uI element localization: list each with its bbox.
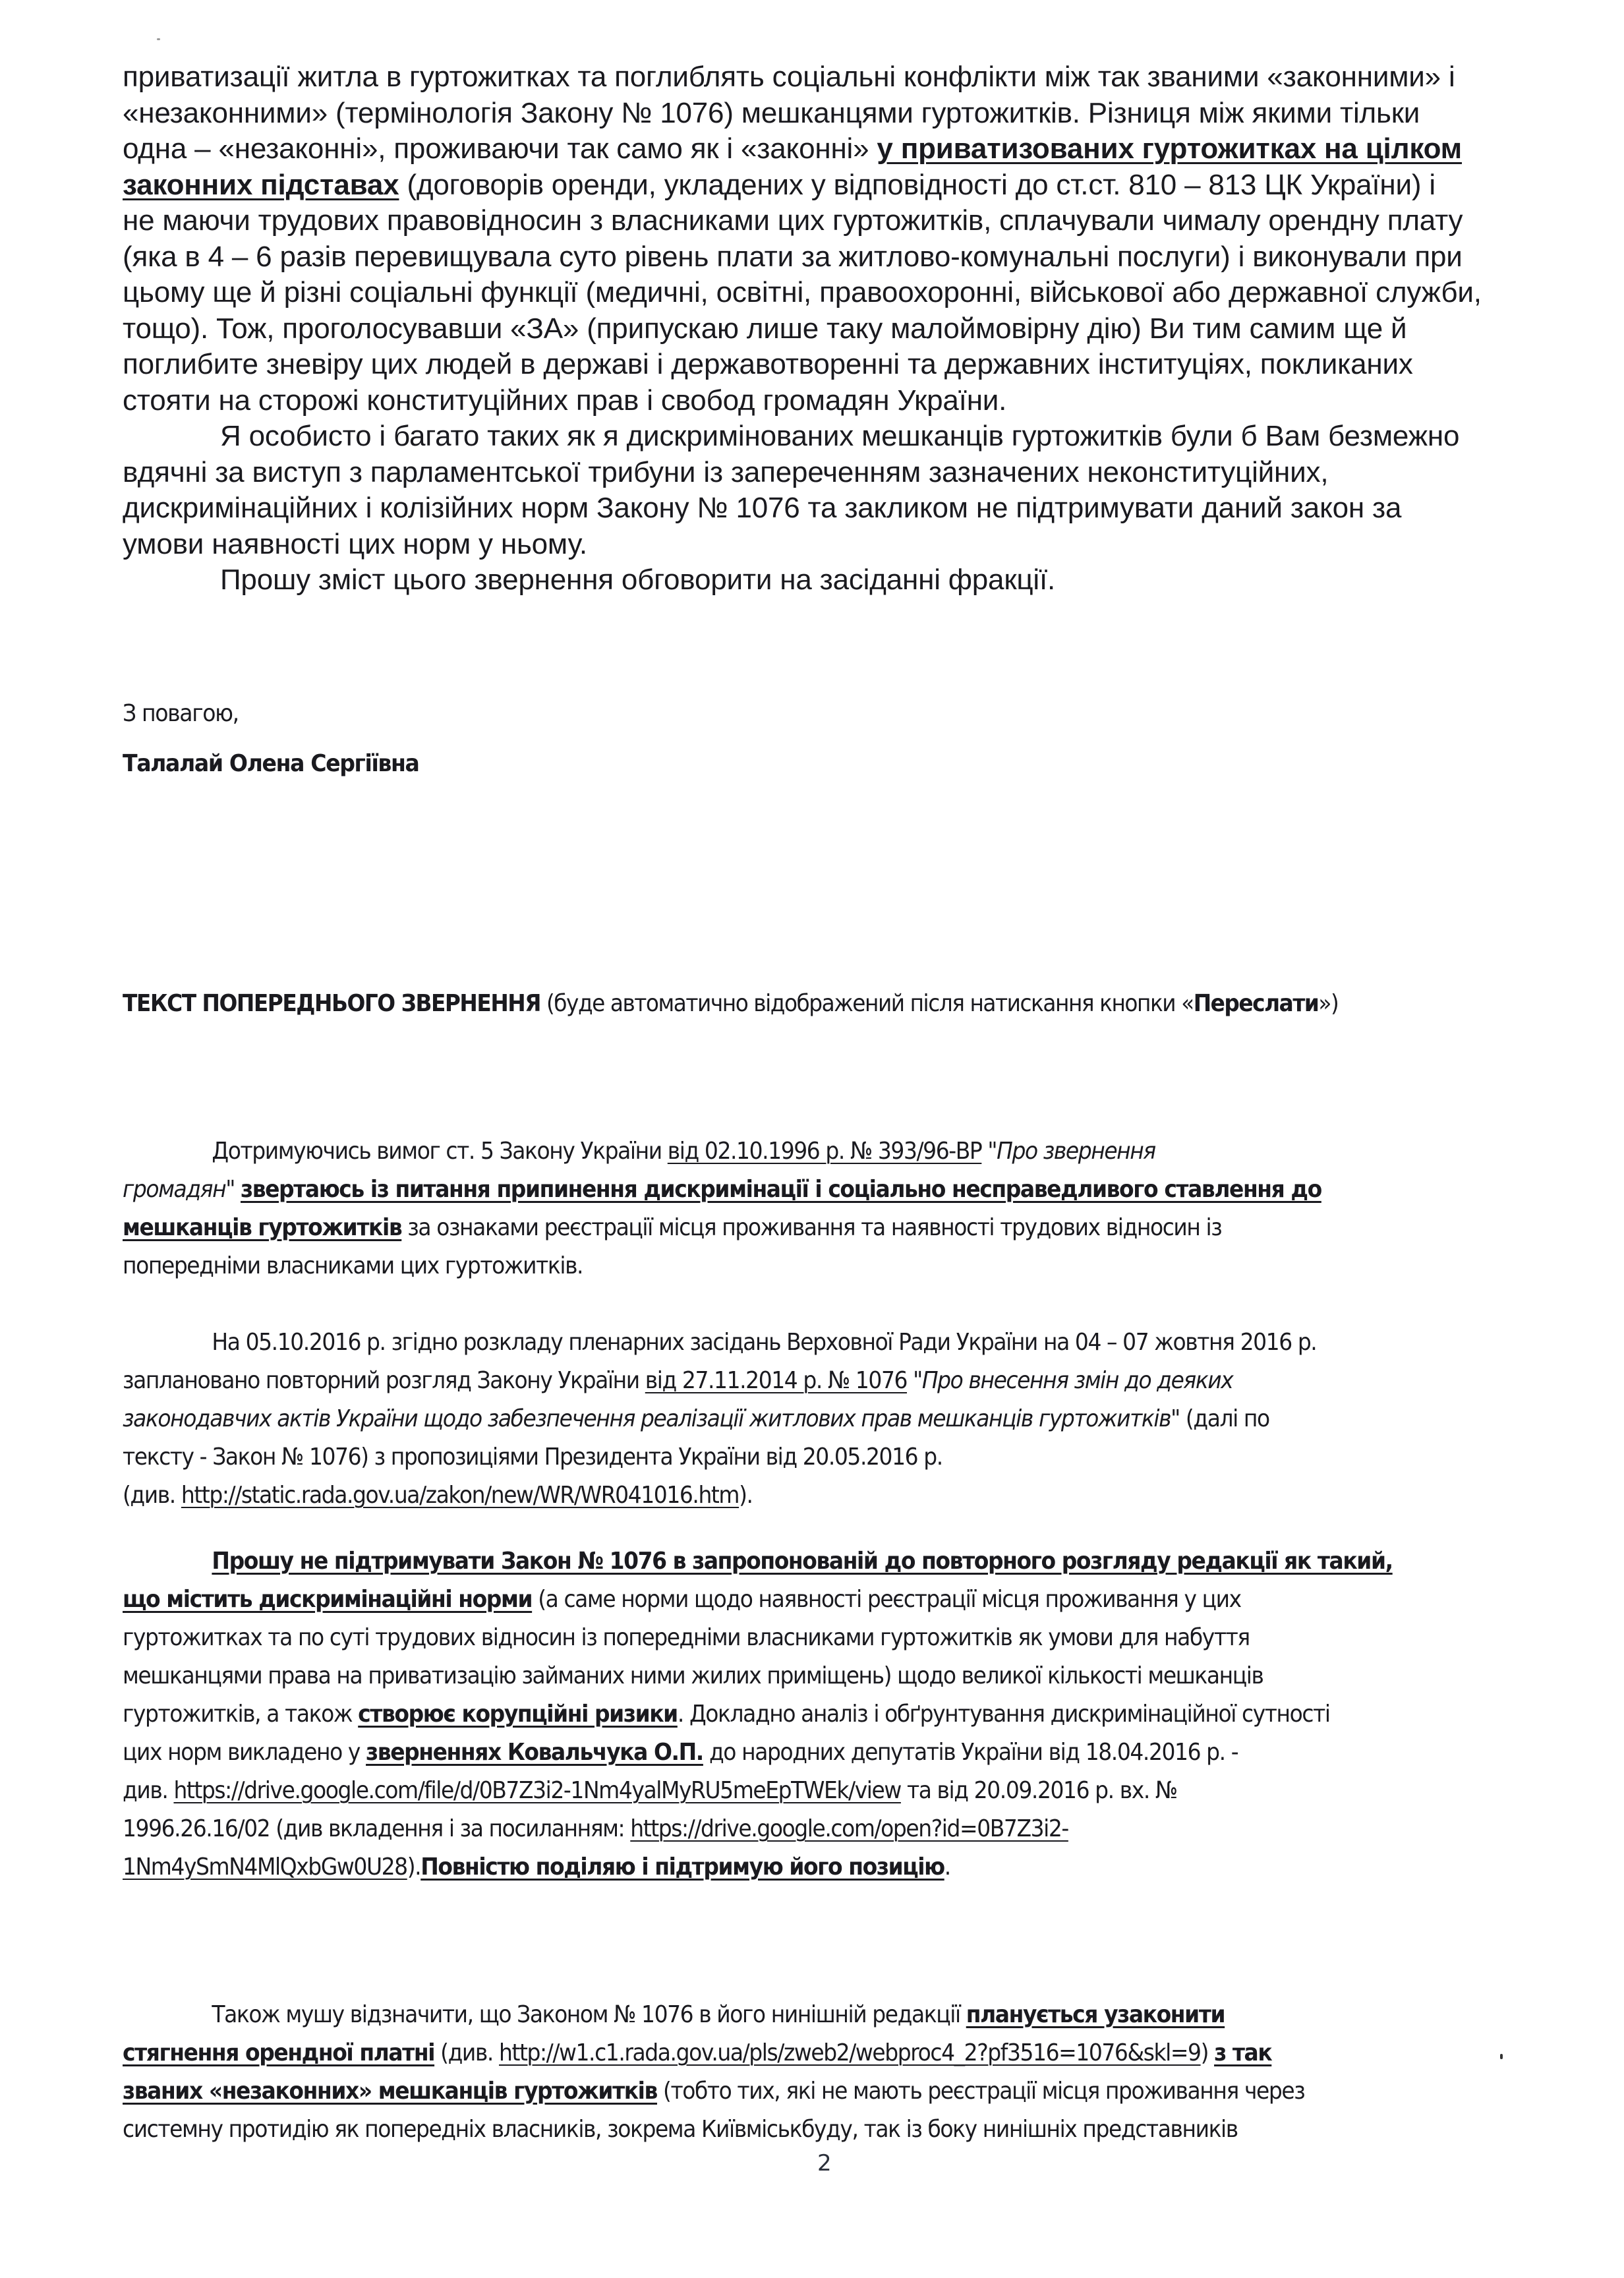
text-line	[123, 1476, 1401, 1515]
text-line	[123, 419, 1513, 455]
appeal-paragraph-3	[123, 1542, 1520, 1886]
text-span: поглибите зневіру цих людей в державі і державотворенні та державних інституціях, покликаних	[123, 348, 1413, 380]
letter-body-continuation	[123, 59, 1513, 599]
text-span: "	[907, 1367, 922, 1394]
text-span: "	[225, 1176, 241, 1203]
text-span: попередніми власниками цих гуртожитків.	[123, 1252, 583, 1279]
text-span: На 05.10.2016 р. згідно розкладу пленарних засідань Верховної Ради України на 04 – 07 жовтня 2016 р.	[212, 1329, 1317, 1356]
appeal-paragraph-4	[123, 1996, 1520, 2149]
reference-link[interactable]: від 27.11.2014 р. № 1076	[645, 1367, 908, 1394]
text-line	[123, 311, 1513, 347]
text-span: (див.	[123, 1482, 181, 1509]
text-span: цих норм викладено у	[123, 1739, 366, 1766]
text-line	[123, 2034, 1401, 2072]
text-span: вдячні за виступ з парламентської трибуни із запереченням зазначених неконституційних,	[123, 455, 1329, 488]
text-line	[123, 1848, 1401, 1886]
text-line	[123, 275, 1513, 311]
text-line	[123, 562, 1513, 599]
text-line	[123, 2072, 1401, 2111]
emphasized-text: з так	[1214, 2039, 1272, 2066]
text-line	[123, 2111, 1401, 2149]
emphasized-text: планується узаконити	[966, 2001, 1225, 2028]
text-span: приватизації житла в гуртожитках та поглиблять соціальні конфлікти між так званими «законними» і	[123, 61, 1455, 93]
emphasized-text: зверненнях Ковальчука О.П.	[366, 1739, 703, 1766]
text-span: за ознаками реєстрації місця проживання та наявності трудових відносин із	[401, 1214, 1222, 1241]
text-line	[123, 1324, 1401, 1362]
text-span: системну протидію як попередніх власників, зокрема Київміськбуду, так із боку нинішніх представників	[123, 2116, 1238, 2143]
text-line	[123, 1695, 1401, 1734]
heading-note-end: »)	[1318, 990, 1339, 1017]
text-span: гуртожитків, а також	[123, 1701, 359, 1728]
text-span: умови наявності цих норм у ньому.	[123, 527, 587, 560]
emphasized-text: звертаюсь із питання припинення дискримінації і соціально несправедливого ставлення до	[240, 1176, 1321, 1203]
text-line	[123, 1810, 1401, 1848]
reference-link[interactable]: http://w1.c1.rada.gov.ua/pls/zweb2/webproc4_2?pf3516=1076&skl=9	[499, 2039, 1201, 2066]
appeal-paragraph-2	[123, 1324, 1520, 1515]
page-number: 2	[817, 2150, 832, 2176]
text-span: (тобто тих, які не мають реєстрації місця проживання через	[656, 2078, 1305, 2105]
text-span: тексту - Закон № 1076) з пропозиціями Президента України від 20.05.2016 р.	[123, 1444, 942, 1471]
reference-link[interactable]: 1Nm4ySmN4MlQxbGw0U28	[123, 1854, 407, 1881]
text-span: )	[1200, 2039, 1215, 2066]
text-line	[123, 1209, 1401, 1247]
text-line	[123, 383, 1513, 419]
reference-link[interactable]: https://drive.google.com/file/d/0B7Z3i2-1Nm4yalMyRU5meEpTWEk/view	[173, 1777, 901, 1804]
emphasized-text: стягнення орендної платні	[123, 2039, 435, 2066]
emphasized-text: званих «незаконних» мешканців гуртожитків	[123, 2078, 657, 2105]
text-span: Про внесення змін до деяких	[921, 1367, 1233, 1394]
text-span: Прошу зміст цього звернення обговорити на засіданні фракції.	[220, 564, 1056, 596]
emphasized-text: Повністю поділяю і підтримую його позицію	[420, 1854, 944, 1881]
text-span: (договорів оренди, укладених у відповідності до ст.ст. 810 – 813 ЦК України) і	[399, 168, 1436, 201]
reference-link[interactable]: http://static.rada.gov.ua/zakon/new/WR/WR041016.htm	[181, 1482, 740, 1509]
text-span: тощо). Тож, проголосувавши «ЗА» (припускаю лише таку малоймовірну дію) Ви тим самим ще й	[123, 312, 1407, 345]
text-line	[123, 1132, 1401, 1171]
text-span: Дотримуючись вимог ст. 5 Закону України	[212, 1138, 668, 1165]
previous-appeal-heading	[123, 990, 1338, 1017]
text-line	[123, 1438, 1401, 1476]
text-line	[123, 490, 1513, 527]
text-span: Також мушу відзначити, що Законом № 1076 в його нинішній редакції	[212, 2001, 966, 2028]
text-line	[123, 1581, 1401, 1619]
text-line	[123, 1619, 1401, 1657]
text-span: не маючи трудових правовідносин з власниками цих гуртожитків, сплачували чималу орендну плату	[123, 204, 1463, 237]
text-line	[123, 527, 1513, 563]
text-span: (а саме норми щодо наявності реєстрації місця проживання у цих	[532, 1586, 1241, 1613]
reference-link[interactable]: від 02.10.1996 р. № 393/96-ВР	[667, 1138, 982, 1165]
text-span: стояти на сторожі конституційних прав і свобод громадян України.	[123, 384, 1007, 417]
heading-note: (буде автоматично відображений після натискання кнопки «	[540, 990, 1194, 1017]
closing-greeting: З повагою,	[123, 700, 239, 727]
text-span: заплановано повторний розгляд Закону України	[123, 1367, 645, 1394]
forward-button-name: Переслати	[1193, 990, 1319, 1017]
signer-name: Талалай Олена Сергіївна	[123, 750, 419, 777]
heading-title: ТЕКСТ ПОПЕРЕДНЬОГО ЗВЕРНЕННЯ	[123, 990, 541, 1017]
text-line	[123, 1772, 1401, 1810]
appeal-paragraph-1	[123, 1132, 1520, 1285]
emphasized-text: у приватизованих гуртожитках на цілком	[877, 132, 1463, 165]
text-span: ).	[407, 1854, 421, 1881]
text-span: дискримінаційних і колізійних норм Закону № 1076 та закликом не підтримувати даний закон за	[123, 492, 1402, 524]
text-line	[123, 1657, 1401, 1695]
text-line	[123, 455, 1513, 491]
text-span: та від 20.09.2016 р. вх. №	[900, 1777, 1177, 1804]
text-span: .	[944, 1854, 950, 1881]
emphasized-text: створює корупційні ризики	[358, 1701, 678, 1728]
text-span: (див.	[434, 2039, 500, 2066]
text-line	[123, 1542, 1401, 1581]
text-line	[123, 1400, 1401, 1438]
text-span: до народних депутатів України від 18.04.2016 р. -	[703, 1739, 1238, 1766]
text-span: (яка в 4 – 6 разів перевищувала суто рівень плати за житлово-комунальні послуги) і виконували при	[123, 240, 1463, 273]
reference-link[interactable]: https://drive.google.com/open?id=0B7Z3i2-	[630, 1815, 1068, 1842]
emphasized-text: законних підставах	[123, 168, 399, 201]
text-line	[123, 239, 1513, 276]
text-span: одна – «незаконні», проживаючи так само як і «законні»	[123, 132, 877, 165]
emphasized-text: мешканців гуртожитків	[123, 1214, 402, 1241]
text-span: «незаконними» (термінологія Закону № 1076) мешканцями гуртожитків. Різниця між якими тільки	[123, 96, 1420, 129]
text-span: . Докладно аналіз і обґрунтування дискримінаційної сутності	[677, 1701, 1330, 1728]
text-line	[123, 1362, 1401, 1400]
text-line	[123, 1247, 1401, 1285]
text-line	[123, 1171, 1401, 1209]
text-span: ).	[739, 1482, 753, 1509]
text-line	[123, 1996, 1401, 2034]
text-span: Я особисто і багато таких як я дискримінованих мешканців гуртожитків були б Вам безмежно	[220, 420, 1460, 452]
text-line	[123, 96, 1513, 132]
text-span: мешканцями права на приватизацію займаних ними жилих приміщень) щодо великої кількості мешканців	[123, 1662, 1263, 1689]
text-span: див.	[123, 1777, 174, 1804]
text-span: цьому ще й різні соціальні функції (медичні, освітні, правоохоронні, військової або державної служби,	[123, 276, 1482, 308]
text-span: громадян	[123, 1176, 226, 1203]
text-line	[123, 347, 1513, 383]
emphasized-text: що містить дискримінаційні норми	[123, 1586, 533, 1613]
text-span: " (далі по	[1171, 1405, 1269, 1432]
text-line	[123, 59, 1513, 96]
text-line	[123, 131, 1513, 167]
scan-speck	[157, 38, 160, 40]
emphasized-text: Прошу не підтримувати Закон № 1076 в запропонованій до повторного розгляду редакції як такий,	[212, 1548, 1393, 1575]
text-span: гуртожитках та по суті трудових відносин із попередніми власниками гуртожитків як умови для набуття	[123, 1624, 1250, 1651]
text-line	[123, 203, 1513, 239]
text-span: 1996.26.16/02 (див вкладення і за посиланням:	[123, 1815, 631, 1842]
text-span: "	[981, 1138, 997, 1165]
text-span: законодавчих актів України щодо забезпечення реалізації житлових прав мешканців гуртожитків	[123, 1405, 1171, 1432]
text-line	[123, 1734, 1401, 1772]
text-line	[123, 167, 1513, 204]
text-span: Про звернення	[997, 1138, 1155, 1165]
